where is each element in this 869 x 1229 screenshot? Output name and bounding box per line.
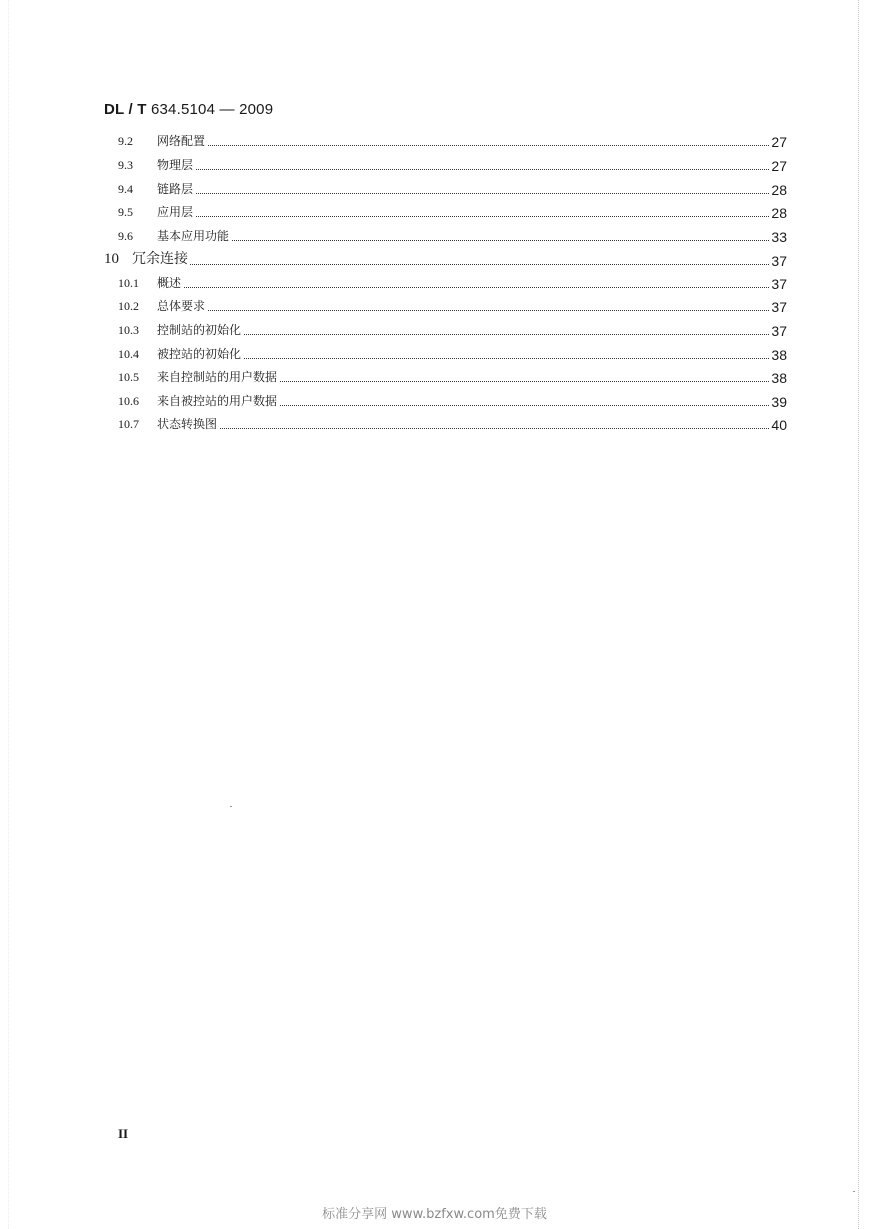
toc-entry-page: 28 xyxy=(771,205,787,221)
toc-entry[interactable] xyxy=(0,391,869,409)
toc-entry-page: 40 xyxy=(771,417,787,433)
watermark-text: 标准分享网 www.bzfxw.com免费下载 xyxy=(322,1207,547,1222)
toc-dot-leader xyxy=(157,216,769,217)
document-header xyxy=(104,101,273,118)
toc-dot-leader xyxy=(132,264,769,265)
toc-entry-number: 9.5 xyxy=(118,205,133,219)
toc-entry[interactable] xyxy=(0,344,869,362)
toc-entry-number: 10.3 xyxy=(118,323,139,337)
toc-dot-leader xyxy=(157,240,769,241)
toc-entry-number: 10.1 xyxy=(118,276,139,290)
toc-entry-title: 状态转换图 xyxy=(157,417,218,431)
scan-speck xyxy=(230,806,232,807)
toc-entry[interactable] xyxy=(0,226,869,244)
toc-entry[interactable] xyxy=(0,273,869,291)
toc-entry[interactable] xyxy=(0,250,869,268)
toc-entry-page: 38 xyxy=(771,370,787,386)
toc-entry-page: 27 xyxy=(771,134,787,150)
toc-dot-leader xyxy=(157,358,769,359)
toc-entry-title: 被控站的初始化 xyxy=(157,347,242,361)
toc-entry-number: 9.6 xyxy=(118,229,133,243)
toc-entry-number: 9.3 xyxy=(118,158,133,172)
toc-entry[interactable] xyxy=(0,131,869,149)
toc-entry[interactable] xyxy=(0,414,869,432)
toc-entry-number: 10.7 xyxy=(118,417,139,431)
toc-entry-page: 27 xyxy=(771,158,787,174)
toc-entry-number: 10.2 xyxy=(118,299,139,313)
header-standard-prefix: DL / T xyxy=(104,101,147,118)
toc-entry-page: 33 xyxy=(771,229,787,245)
toc-entry-title: 链路层 xyxy=(157,182,194,196)
toc-entry[interactable] xyxy=(0,179,869,197)
toc-entry-title: 概述 xyxy=(157,276,182,290)
toc-dot-leader xyxy=(157,193,769,194)
toc-entry[interactable] xyxy=(0,202,869,220)
toc-entry-page: 37 xyxy=(771,299,787,315)
toc-entry-number: 10.6 xyxy=(118,394,139,408)
toc-dot-leader xyxy=(157,310,769,311)
toc-entry-title: 来自被控站的用户数据 xyxy=(157,394,278,408)
toc-entry[interactable] xyxy=(0,296,869,314)
toc-entry-page: 28 xyxy=(771,182,787,198)
toc-entry-page: 39 xyxy=(771,394,787,410)
toc-entry-number: 10.4 xyxy=(118,347,139,361)
toc-entry[interactable] xyxy=(0,367,869,385)
toc-entry-title: 基本应用功能 xyxy=(157,229,230,243)
toc-entry-title: 物理层 xyxy=(157,158,194,172)
header-standard-code: 634.5104 — 2009 xyxy=(150,101,274,118)
toc-entry-number: 10 xyxy=(104,251,119,267)
toc-entry-title: 网络配置 xyxy=(157,134,206,148)
scan-speck xyxy=(853,1191,855,1192)
toc-entry-title: 应用层 xyxy=(157,205,194,219)
toc-entry-page: 37 xyxy=(771,253,787,269)
toc-dot-leader xyxy=(157,169,769,170)
toc-entry-page: 38 xyxy=(771,347,787,363)
toc-dot-leader xyxy=(157,428,769,429)
toc-dot-leader xyxy=(157,287,769,288)
toc-entry-page: 37 xyxy=(771,323,787,339)
toc-entry-page: 37 xyxy=(771,276,787,292)
toc-dot-leader xyxy=(157,145,769,146)
toc-entry[interactable] xyxy=(0,155,869,173)
toc-entry-title: 冗余连接 xyxy=(132,248,190,268)
toc-entry-number: 9.2 xyxy=(118,134,133,148)
toc-entry[interactable] xyxy=(0,320,869,338)
toc-entry-number: 10.5 xyxy=(118,370,139,384)
page-number-roman: II xyxy=(118,1126,129,1141)
toc-entry-number: 9.4 xyxy=(118,182,133,196)
toc-entry-title: 总体要求 xyxy=(157,299,206,313)
toc-entry-title: 控制站的初始化 xyxy=(157,323,242,337)
toc-dot-leader xyxy=(157,334,769,335)
toc-entry-title: 来自控制站的用户数据 xyxy=(157,370,278,384)
